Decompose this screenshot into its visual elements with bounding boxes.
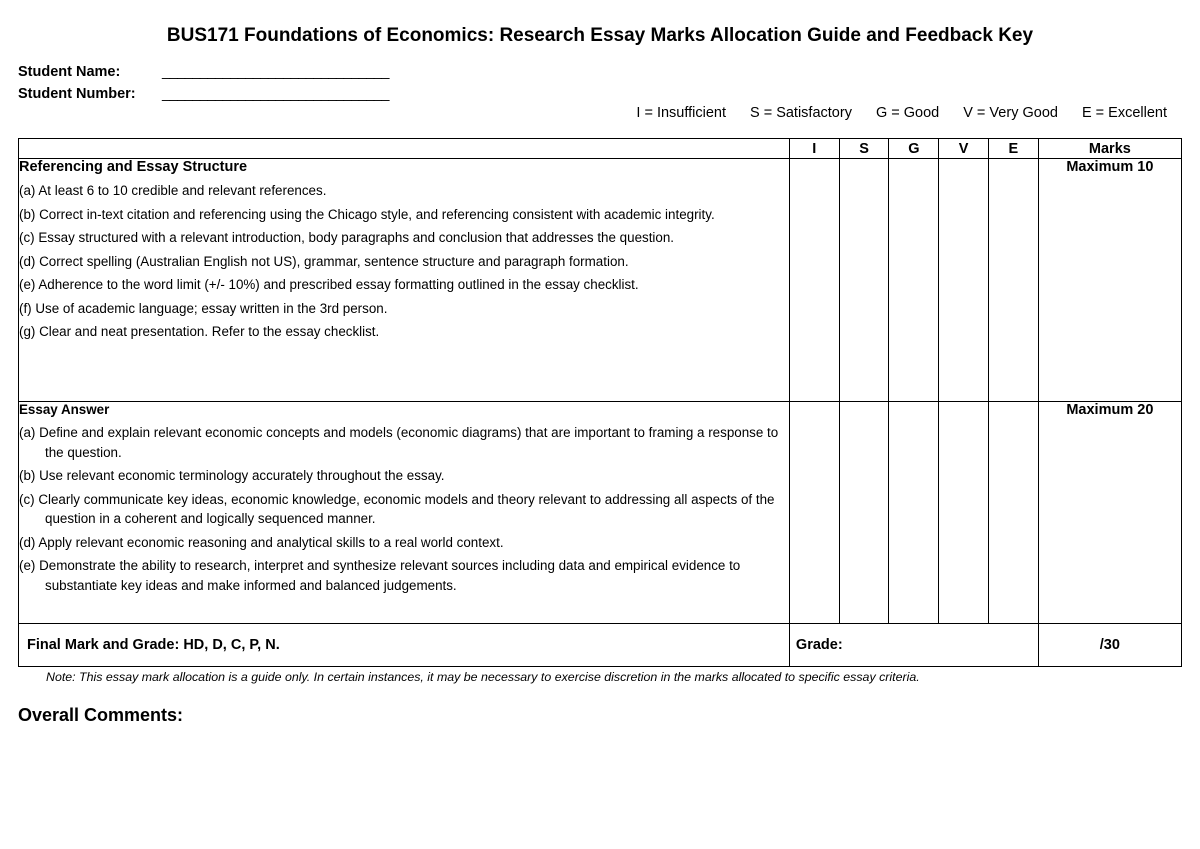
student-number-field [18,86,389,102]
note-text: Note: This essay mark allocation is a guide only. In certain instances, it may be necessary to exercise discretion in the marks allocated to specific essay criteria. [46,670,920,684]
key-insufficient: I = Insufficient [636,105,726,121]
criteria-essay-answer [19,402,790,624]
list-item: (e) Demonstrate the ability to research, interpret and synthesize relevant sources including data and empirical evidence to substantiate key ideas and make informed and balanced judgements. [19,558,741,593]
grade-cell-s[interactable] [839,402,889,624]
grade-cell-g[interactable] [889,159,939,402]
list-item: (a) At least 6 to 10 credible and relevant references. [19,183,327,198]
student-name-field [18,64,389,80]
table-row-final [19,624,1182,667]
grade-key [636,105,1167,121]
list-item: (c) Clearly communicate key ideas, economic knowledge, economic models and theory relevant to addressing all aspects of the question in a coherent and logically sequenced manner. [19,491,775,526]
table-header-row [19,139,1182,159]
grade-cell-s[interactable] [839,159,889,402]
key-excellent: E = Excellent [1081,105,1167,121]
table-row-essay-answer [19,402,1182,624]
list-item: (b) Correct in-text citation and referencing using the Chicago style, and referencing consistent with academic integrity. [19,206,715,222]
marks-max-essay-answer: Maximum 20 [1038,402,1181,624]
header-satisfactory: S [839,139,889,159]
header-criteria [19,139,790,159]
grade-label[interactable]: Grade: [789,624,1038,667]
grade-cell-e[interactable] [988,402,1038,624]
key-very-good: V = Very Good [963,105,1058,121]
list-item: (g) Clear and neat presentation. Refer to the essay checklist. [19,324,380,339]
list-item: (a) Define and explain relevant economic concepts and models (economic diagrams) that are important to framing a response to the question. [19,425,779,460]
list-item: (f) Use of academic language; essay written in the 3rd person. [19,300,388,316]
list-item: (e) Adherence to the word limit (+/- 10%) and prescribed essay formatting outlined in the essay checklist. [19,277,639,292]
list-item: (b) Use relevant economic terminology accurately throughout the essay. [19,468,445,483]
grade-cell-e[interactable] [988,159,1038,402]
table-row-referencing [19,159,1182,402]
header-good: G [889,139,939,159]
student-name-label: Student Name: [18,64,121,80]
final-mark-label: Final Mark and Grade: HD, D, C, P, N. [19,624,790,667]
header-excellent: E [988,139,1038,159]
header-insufficient: I [789,139,839,159]
key-good: G = Good [875,105,940,121]
grade-cell-i[interactable] [789,159,839,402]
student-name-blank[interactable]: ______________________________ [162,64,389,80]
list-item: (d) Correct spelling (Australian English not US), grammar, sentence structure and paragraph formation. [19,253,629,269]
header-marks: Marks [1038,139,1181,159]
grade-cell-v[interactable] [939,402,989,624]
section-title-essay-answer: Essay Answer [19,402,110,417]
section-title-referencing: Referencing and Essay Structure [19,159,248,175]
student-number-label: Student Number: [18,86,136,102]
header-very-good: V [939,139,989,159]
student-number-blank[interactable]: ______________________________ [162,86,389,102]
list-item: (d) Apply relevant economic reasoning and analytical skills to a real world context. [19,534,504,550]
list-item: (c) Essay structured with a relevant introduction, body paragraphs and conclusion that addresses the question. [19,230,675,245]
total-marks[interactable]: /30 [1038,624,1181,667]
marks-allocation-table [18,138,1182,667]
marks-max-referencing: Maximum 10 [1038,159,1181,402]
grade-cell-v[interactable] [939,159,989,402]
grade-cell-g[interactable] [889,402,939,624]
criteria-referencing [19,159,790,402]
key-satisfactory: S = Satisfactory [750,105,852,121]
page-title: BUS171 Foundations of Economics: Research Essay Marks Allocation Guide and Feedback Key [166,25,1034,46]
overall-comments-heading: Overall Comments: [18,705,184,725]
grade-cell-i[interactable] [789,402,839,624]
